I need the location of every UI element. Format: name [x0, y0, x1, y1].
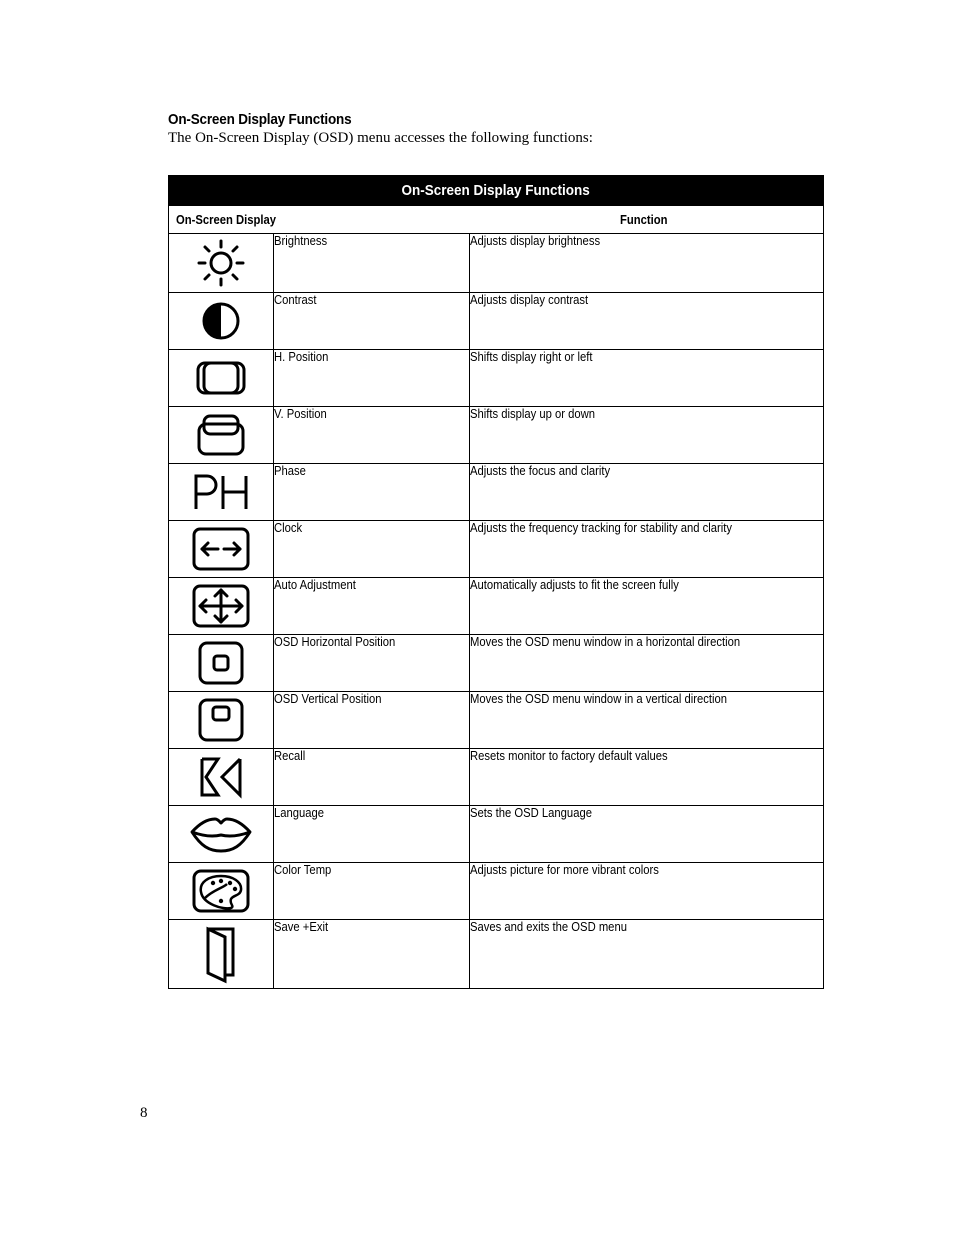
function-description: Moves the OSD menu window in a horizontal direction: [470, 635, 741, 649]
function-description: Automatically adjusts to fit the screen fully: [470, 578, 679, 592]
function-name: Language: [274, 806, 325, 820]
table-row: [169, 407, 824, 464]
clock-arrows-icon: [191, 526, 251, 572]
table-row: [169, 863, 824, 920]
function-description: Adjusts display contrast: [470, 293, 589, 307]
function-description: Resets monitor to factory default values: [470, 749, 668, 763]
osd-vertical-position-icon: [196, 697, 246, 743]
table-row: [169, 635, 824, 692]
table-row: [169, 692, 824, 749]
osd-horizontal-position-icon: [196, 640, 246, 686]
table-row: [169, 521, 824, 578]
function-description: Sets the OSD Language: [470, 806, 592, 820]
table-title: On-Screen Display Functions: [169, 176, 824, 206]
recall-icon: [196, 755, 246, 799]
function-description: Shifts display right or left: [470, 350, 593, 364]
function-description: Saves and exits the OSD menu: [470, 920, 627, 934]
function-name: OSD Vertical Position: [274, 692, 382, 706]
osd-functions-table: [168, 175, 824, 989]
function-name: H. Position: [274, 350, 329, 364]
brightness-sun-icon: [194, 237, 248, 289]
table-row: [169, 464, 824, 521]
column-header-osd: On-Screen Display: [169, 206, 470, 234]
function-name: Color Temp: [274, 863, 332, 877]
function-name: Clock: [274, 521, 303, 535]
table-row: [169, 578, 824, 635]
function-name: Phase: [274, 464, 306, 478]
intro-text: The On-Screen Display (OSD) menu accesses the following functions:: [168, 130, 593, 146]
horizontal-position-icon: [193, 356, 249, 400]
function-description: Shifts display up or down: [470, 407, 596, 421]
contrast-half-circle-icon: [194, 299, 248, 343]
table-row: [169, 920, 824, 989]
table-row: [169, 293, 824, 350]
function-description: Adjusts picture for more vibrant colors: [470, 863, 659, 877]
auto-adjust-move-icon: [191, 583, 251, 629]
function-description: Adjusts the focus and clarity: [470, 464, 611, 478]
section-heading: On-Screen Display Functions: [168, 111, 352, 128]
function-description: Adjusts the frequency tracking for stability and clarity: [470, 521, 732, 535]
function-name: Save +Exit: [274, 920, 329, 934]
phase-ph-icon: [191, 470, 251, 514]
table-row: [169, 350, 824, 407]
table-row: [169, 234, 824, 293]
vertical-position-icon: [193, 411, 249, 459]
function-name: V. Position: [274, 407, 327, 421]
function-name: OSD Horizontal Position: [274, 635, 396, 649]
function-name: Recall: [274, 749, 306, 763]
column-header-function: Function: [470, 206, 824, 234]
function-name: Auto Adjustment: [274, 578, 356, 592]
function-name: Contrast: [274, 293, 317, 307]
page-number: 8: [140, 1105, 148, 1121]
language-lips-icon: [189, 814, 253, 854]
color-palette-icon: [191, 868, 251, 914]
exit-door-icon: [199, 923, 243, 985]
table-row: [169, 749, 824, 806]
function-description: Moves the OSD menu window in a vertical direction: [470, 692, 727, 706]
function-name: Brightness: [274, 234, 328, 248]
function-description: Adjusts display brightness: [470, 234, 601, 248]
table-row: [169, 806, 824, 863]
